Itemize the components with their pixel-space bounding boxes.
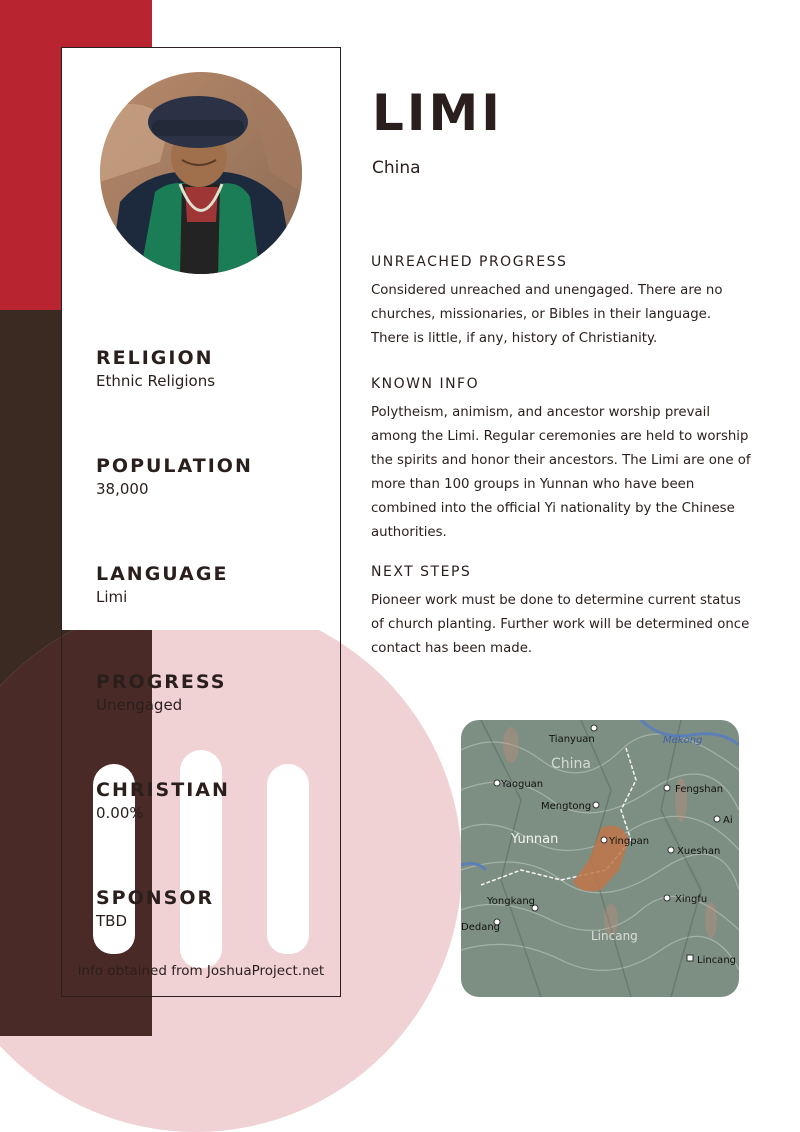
map-label-dedang: Dedang [461,922,501,933]
stat-value: Limi [96,588,128,606]
map-label-xueshan: Xueshan [677,846,721,857]
map-label-fengshan: Fengshan [675,784,724,795]
stat-value: 0.00% [96,804,144,822]
stat-label: POPULATION [96,455,253,477]
map-label-yingpan: Yingpan [609,836,650,847]
section-heading: KNOWN INFO [371,376,480,392]
map-label-tianyuan: Tianyuan [549,734,595,745]
stat-christian [96,779,230,822]
stat-label: PROGRESS [96,671,227,693]
section-body: Polytheism, animism, and ancestor worship prevail among the Limi. Regular ceremonies are held to worship the spirits and honor their ancestors. The Limi are one of more than 100 groups in Yunnan who have been combined into the official Yi nationality by the Chinese authorities. [371,405,751,540]
section-body: Pioneer work must be done to determine current status of church planting. Further work will be determined once contact has been made. [371,593,750,656]
section-heading: UNREACHED PROGRESS [371,254,568,270]
stat-population [96,455,253,498]
section-known-info [371,376,751,545]
stat-religion [96,347,215,390]
map-label-mengtong: Mengtong [541,801,592,812]
stat-label: SPONSOR [96,887,215,909]
map-label-china: China [551,756,591,772]
stat-value: 38,000 [96,480,149,498]
stat-value: Unengaged [96,696,183,714]
map-label-lincang-city: Lincang [697,955,736,966]
source-note: info obtained from JoshuaProject.net [77,963,325,979]
stat-label: CHRISTIAN [96,779,230,801]
section-next-steps [371,564,751,661]
portrait-photo [100,72,302,274]
country-label: China [372,158,421,178]
map-label-yaoguan: Yaoguan [501,779,544,790]
stat-label: LANGUAGE [96,563,229,585]
stat-value: Ethnic Religions [96,372,216,390]
stat-sponsor [96,887,214,930]
stat-progress [96,671,226,714]
map-label-lincang-region: Lincang [591,929,638,943]
section-body: Considered unreached and unengaged. There are no churches, missionaries, or Bibles in their language. There is little, if any, history of Christianity. [371,283,723,346]
map-label-yongkang: Yongkang [487,896,536,907]
page-title: LIMI [372,84,503,142]
map-label-xingfu: Xingfu [675,894,708,905]
stat-label: RELIGION [96,347,214,369]
stat-language [96,563,228,606]
location-map [461,720,739,997]
map-label-mekong: Mekong [663,735,703,746]
stat-value: TBD [96,912,128,930]
section-heading: NEXT STEPS [371,564,472,580]
section-unreached-progress [371,254,751,351]
map-label-yunnan: Yunnan [511,832,559,847]
map-label-ai: Ai [723,815,733,826]
